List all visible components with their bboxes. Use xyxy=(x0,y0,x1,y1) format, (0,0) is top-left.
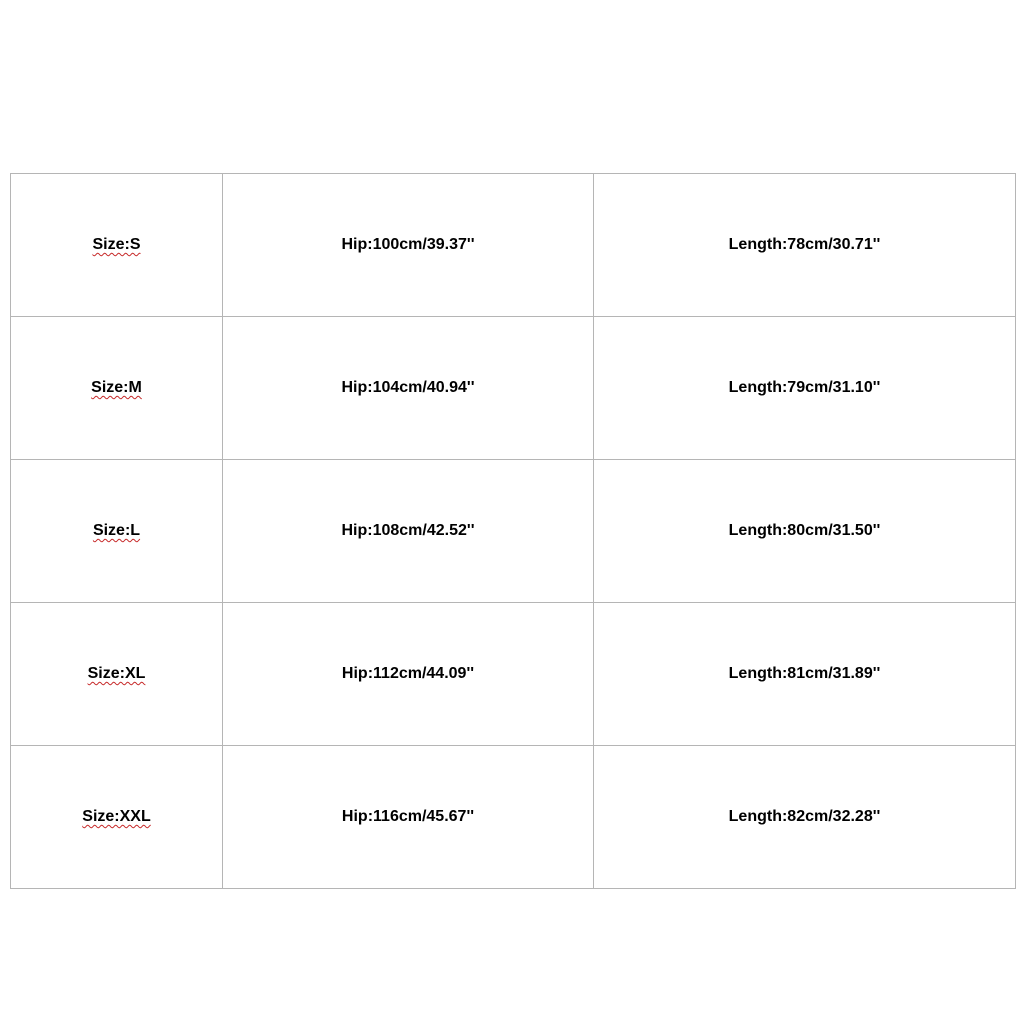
hip-cell xyxy=(223,603,594,746)
hip-value: Hip:100cm/39.37'' xyxy=(341,236,475,253)
hip-value: Hip:112cm/44.09'' xyxy=(341,665,475,682)
hip-cell xyxy=(223,174,594,317)
table-row xyxy=(11,317,1016,460)
length-cell xyxy=(594,746,1016,889)
length-value: Length:80cm/31.50'' xyxy=(728,522,881,539)
hip-cell xyxy=(223,460,594,603)
size-label: Size:S xyxy=(92,236,141,253)
size-label: Size:L xyxy=(92,522,141,539)
hip-cell xyxy=(223,317,594,460)
size-label: Size:M xyxy=(91,379,142,396)
length-cell xyxy=(594,174,1016,317)
table-row xyxy=(11,460,1016,603)
hip-cell xyxy=(223,746,594,889)
length-cell xyxy=(594,460,1016,603)
hip-value: Hip:108cm/42.52'' xyxy=(341,522,475,539)
size-cell xyxy=(11,746,223,889)
size-chart-table xyxy=(10,173,1016,889)
size-cell xyxy=(11,603,223,746)
size-label: Size:XL xyxy=(87,665,146,682)
length-value: Length:82cm/32.28'' xyxy=(728,808,881,825)
size-label: Size:XXL xyxy=(82,808,151,825)
hip-value: Hip:104cm/40.94'' xyxy=(341,379,475,396)
table-row xyxy=(11,746,1016,889)
table-row xyxy=(11,603,1016,746)
size-cell xyxy=(11,174,223,317)
hip-value: Hip:116cm/45.67'' xyxy=(341,808,475,825)
length-value: Length:81cm/31.89'' xyxy=(728,665,881,682)
size-cell xyxy=(11,317,223,460)
length-cell xyxy=(594,317,1016,460)
length-cell xyxy=(594,603,1016,746)
table-row xyxy=(11,174,1016,317)
length-value: Length:78cm/30.71'' xyxy=(728,236,881,253)
length-value: Length:79cm/31.10'' xyxy=(728,379,881,396)
size-cell xyxy=(11,460,223,603)
